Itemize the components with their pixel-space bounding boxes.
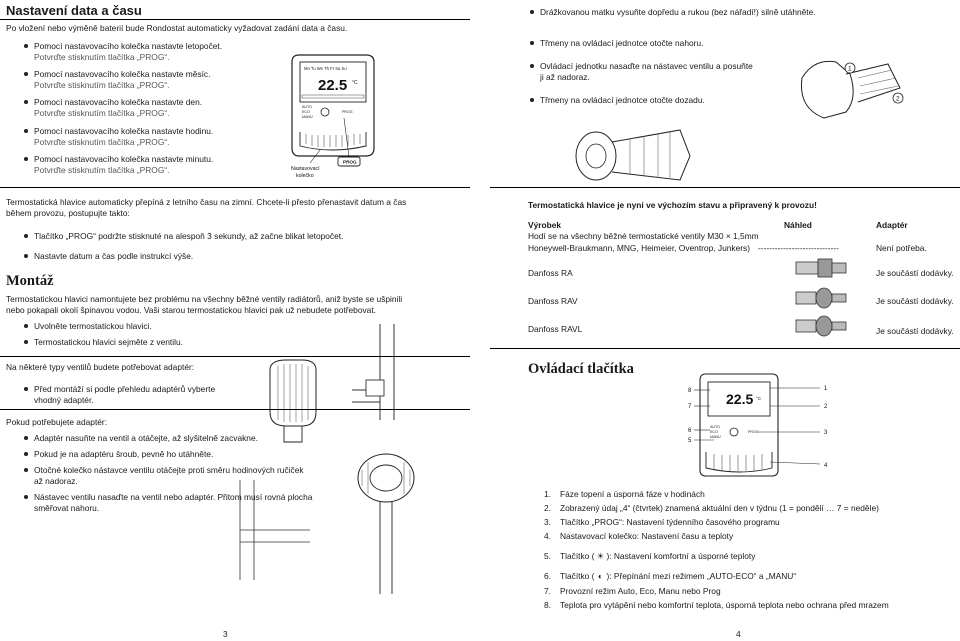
controls-item-4: 4. Nastavovací kolečko: Nastavení času a teploty — [544, 531, 734, 541]
controls-btn-prog: PROG — [748, 430, 759, 434]
montaz-paragraph-line-2: nebo pokapali okolí špinavou vodou. Vaši starou termostatickou hlavici pak už nebudete potřebovat. — [6, 305, 376, 315]
controls-item-7: 7. Provozní režim Auto, Eco, Manu nebo Prog — [544, 586, 721, 596]
table-row1-adapter: Je součástí dodávky. — [876, 268, 954, 278]
display-unit: °C — [352, 80, 358, 86]
wheel-callout-label-2: kolečko — [296, 173, 314, 179]
prog-callout-label: PROG — [343, 159, 357, 165]
controls-btn-eco: ECO — [710, 430, 718, 434]
controls-btn-auto: AUTO — [710, 425, 720, 429]
date-step-year: Pomocí nastavovacího kolečka nastavte letopočet. Potvrďte stisknutím tlačítka „PROG“. — [34, 41, 223, 62]
table-row2-product: Danfoss RAV — [528, 296, 578, 306]
table-header-preview: Náhled — [784, 220, 812, 230]
date-step-day: Pomocí nastavovacího kolečka nastavte den. Potvrďte stisknutím tlačítka „PROG“. — [34, 97, 203, 118]
btn-eco-label: ECO — [302, 110, 310, 114]
thermostat-display-illustration — [280, 50, 390, 180]
danfoss-ra-preview — [790, 254, 854, 280]
callout-8: 8 — [688, 388, 692, 394]
controls-item-2: 2. Zobrazený údaj „4“ (čtvrtek) znamená aktuální den v týdnu (1 = pondělí … 7 = neděle) — [544, 503, 879, 513]
callout-6: 6 — [688, 428, 692, 434]
radiator-pipe-illustration — [220, 470, 320, 590]
comfort-eco-icon: ☀ — [596, 551, 605, 561]
callout-4: 4 — [824, 463, 828, 469]
mounting-steps-illustration — [788, 48, 914, 126]
need-adapter-bullet-1: Adaptér nasuňte na ventil a otáčejte, až slyšitelně zacvakne. — [34, 433, 258, 443]
table-row0-adapter: Není potřeba. — [876, 243, 927, 253]
page-number-right: 4 — [736, 629, 741, 639]
date-step-minute: Pomocí nastavovacího kolečka nastavte minutu. Potvrďte stisknutím tlačítka „PROG“. — [34, 154, 214, 175]
table-row2-adapter: Je součástí dodávky. — [876, 296, 954, 306]
top-bullet-4: Třmeny na ovládací jednotce otočte dozadu. — [540, 95, 705, 105]
danfoss-ravl-preview — [790, 310, 854, 340]
danfoss-rav-preview — [790, 284, 854, 310]
btn-auto-label: AUTO — [302, 105, 312, 109]
right-section-divider-1 — [490, 187, 960, 188]
controls-item-5: 5. Tlačítko ( ☀ ): Nastavení komfortní a úsporné teploty — [544, 551, 756, 561]
controls-display-temp: 22.5 — [726, 391, 754, 407]
montaz-bullet-1: Uvolněte termostatickou hlavici. — [34, 321, 152, 331]
callout-7: 7 — [688, 404, 692, 410]
date-step-month: Pomocí nastavovacího kolečka nastavte měsíc. Potvrďte stisknutím tlačítka „PROG“. — [34, 69, 211, 90]
section-title-montaz: Montáž — [6, 273, 54, 289]
dst-bullet-2: Nastavte datum a čas podle instrukcí výše. — [34, 251, 194, 261]
need-adapter-text: Pokud potřebujete adaptér: — [6, 417, 108, 427]
section-title-controls: Ovládací tlačítka — [528, 361, 634, 377]
mode-toggle-icon: ◐ — [597, 571, 603, 581]
section-divider-1 — [0, 187, 470, 188]
right-section-divider-2 — [490, 348, 960, 349]
montaz-paragraph-line-1: Termostatickou hlavici namontujete bez problému na všechny běžné ventily radiátorů, aniž byste se ušpinili — [6, 294, 403, 304]
dst-bullet-1: Tlačítko „PROG“ podržte stisknuté na alespoň 3 sekundy, až začne blikat letopočet. — [34, 231, 344, 241]
table-row0-product-line-2: Honeywell-Braukmann, MNG, Heimeier, Oventrop, Junkers) — [528, 243, 751, 253]
figure-callout-1: 1 — [848, 65, 852, 73]
valve-head-illustration — [348, 320, 418, 426]
adapter-bullet-1: Před montáží si podle přehledu adaptérů vyberte vhodný adaptér. — [34, 384, 216, 405]
title-divider — [0, 19, 470, 20]
btn-manu-label: MANU — [302, 115, 313, 119]
adapter-intro: Na některé typy ventilů budete potřebovat adaptér: — [6, 362, 195, 372]
section-divider-3 — [0, 409, 470, 410]
wheel-callout-label-1: Nastavovací — [291, 166, 320, 172]
sun-icon — [321, 108, 329, 116]
page-number-left: 3 — [223, 629, 228, 639]
table-row3-product: Danfoss RAVL — [528, 324, 583, 334]
controls-diagram — [670, 370, 850, 480]
controls-btn-manu: MANU — [710, 435, 721, 439]
dst-paragraph-line-2: během provozu, postupujte takto: — [6, 208, 130, 218]
section-title-date-time: Nastavení data a času — [6, 3, 142, 18]
need-adapter-bullet-3: Otočné kolečko nástavce ventilu otáčejte proti směru hodinových ručiček až nadoraz. — [34, 465, 304, 486]
top-bullet-3: Ovládací jednotku nasaďte na nástavec ventilu a posuňte ji až nadoraz. — [540, 61, 753, 82]
valve-wheel-illustration — [340, 448, 430, 598]
callout-1: 1 — [824, 386, 828, 392]
callout-3: 3 — [824, 430, 828, 436]
table-header-product: Výrobek — [528, 220, 562, 230]
controls-display-unit: °C — [756, 396, 762, 401]
callout-2: 2 — [824, 404, 828, 410]
table-row0-preview: ----------------------------- — [758, 243, 839, 253]
section-divider-2 — [0, 356, 470, 357]
ready-statement: Termostatická hlavice je nyní ve výchozím stavu a připravený k provozu! — [528, 200, 817, 210]
display-days-text: Mo Tu We Th Fr Sa Su — [304, 66, 347, 71]
controls-item-1: 1. Fáze topení a úsporná fáze v hodinách — [544, 489, 705, 499]
figure-callout-2: 2 — [896, 95, 900, 103]
controls-item-3: 3. Tlačítko „PROG“: Nastavení týdenního časového programu — [544, 517, 780, 527]
table-row0-product-line-1: Hodí se na všechny běžné termostatické ventily M30 × 1,5mm — [528, 231, 759, 241]
valve-attachment-illustration — [570, 122, 720, 190]
need-adapter-bullet-2: Pokud je na adaptéru šroub, pevně ho utáhněte. — [34, 449, 214, 459]
need-adapter-bullet-4: Nástavec ventilu nasaďte na ventil nebo adaptér. Přitom musí rovná plocha směřovat nahoru. — [34, 492, 313, 513]
table-row3-adapter: Je součástí dodávky. — [876, 326, 954, 336]
table-row1-product: Danfoss RA — [528, 268, 573, 278]
top-bullet-1: Drážkovanou matku vysuňte dopředu a rukou (bez nářadí!) silně utáhněte. — [540, 7, 816, 17]
btn-prog-label: PROG — [342, 110, 353, 114]
table-header-adapter: Adaptér — [876, 220, 908, 230]
montaz-bullet-2: Termostatickou hlavici sejměte z ventilu. — [34, 337, 183, 347]
display-temperature: 22.5 — [318, 77, 348, 94]
date-step-hour: Pomocí nastavovacího kolečka nastavte hodinu. Potvrďte stisknutím tlačítka „PROG“. — [34, 126, 214, 147]
callout-5: 5 — [688, 438, 692, 444]
controls-item-6: 6. Tlačítko ( ◐ ): Přepínání mezi režimem „AUTO-ECO“ a „MANU“ — [544, 571, 797, 581]
intro-text: Po vložení nebo výměně baterií bude Rondostat automaticky vyžadovat zadání data a času. — [6, 23, 348, 33]
thermostat-head-illustration — [256, 356, 328, 444]
dst-paragraph-line-1: Termostatická hlavice automaticky přepíná z letního času na zimní. Chcete-li přesto přenastavit datum a čas — [6, 197, 407, 207]
controls-item-8: 8. Teplota pro vytápění nebo komfortní teplota, úsporná teplota nebo ochrana před mrazem — [544, 600, 889, 610]
top-bullet-2: Třmeny na ovládací jednotce otočte nahoru. — [540, 38, 704, 48]
controls-sun-icon — [730, 428, 738, 436]
